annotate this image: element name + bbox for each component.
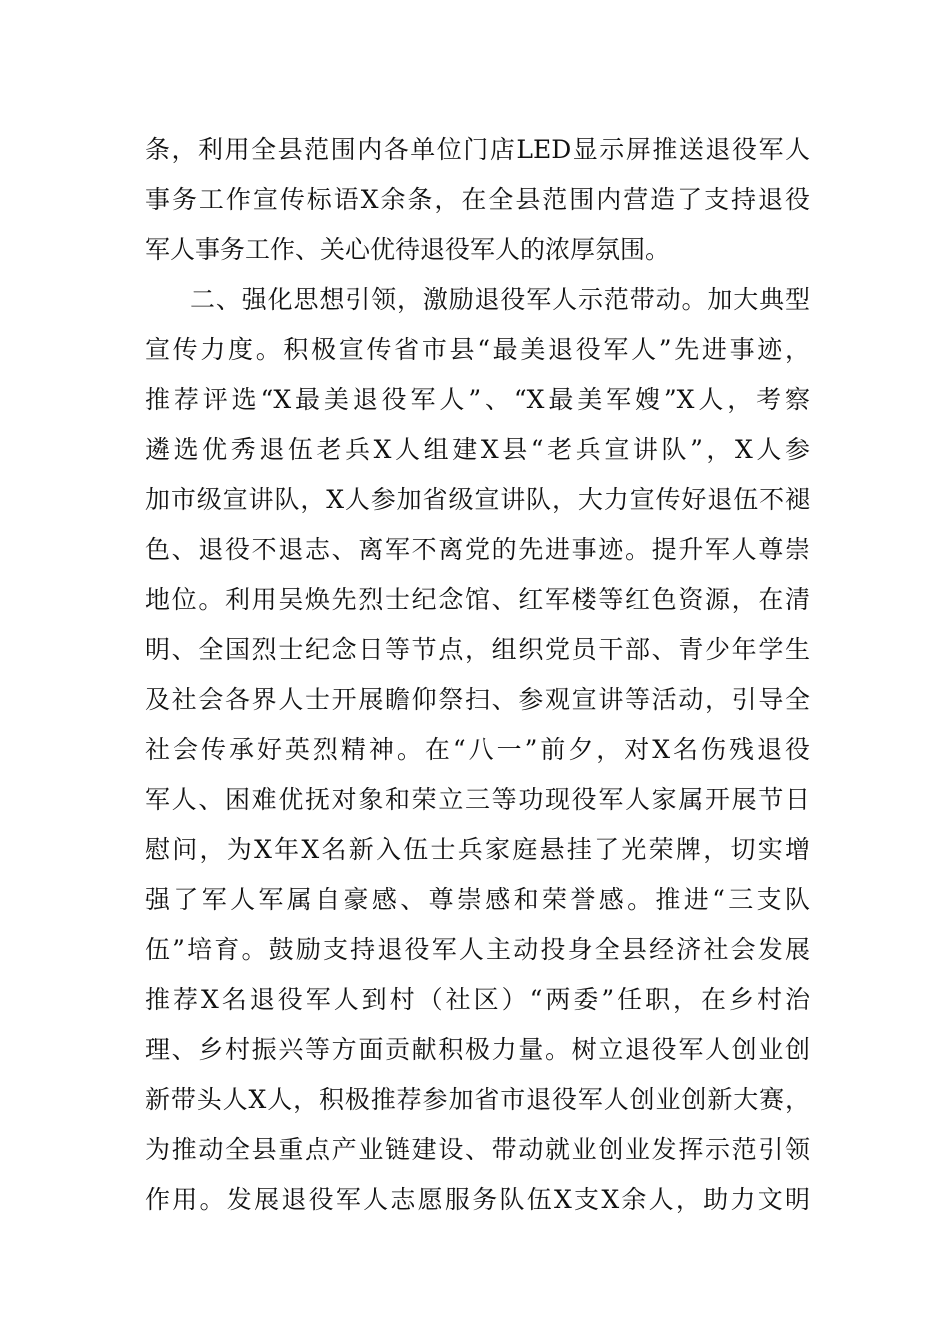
text-line: 地位。利用吴焕先烈士纪念馆、红军楼等红色资源，在清 — [145, 585, 810, 614]
text-line: 明、全国烈士纪念日等节点，组织党员干部、青少年学生 — [145, 635, 810, 664]
text-line: 军人事务工作、关心优待退役军人的浓厚氛围。 — [145, 235, 671, 264]
text-line: 慰问，为X年X名新入伍士兵家庭悬挂了光荣牌，切实增 — [145, 835, 810, 864]
text-line: 条，利用全县范围内各单位门店LED显示屏推送退役军人 — [145, 135, 810, 164]
text-line: 及社会各界人士开展瞻仰祭扫、参观宣讲等活动，引导全 — [145, 685, 810, 714]
text-line: 社会传承好英烈精神。在“八一”前夕，对X名伤残退役 — [145, 735, 810, 764]
text-line: 事务工作宣传标语X余条，在全县范围内营造了支持退役 — [145, 185, 810, 214]
text-line: 加市级宣讲队，X人参加省级宣讲队，大力宣传好退伍不褪 — [145, 485, 810, 514]
text-line: 理、乡村振兴等方面贡献积极力量。树立退役军人创业创 — [145, 1035, 810, 1064]
text-line: 色、退役不退志、离军不离党的先进事迹。提升军人尊崇 — [145, 535, 810, 564]
text-line: 宣传力度。积极宣传省市县“最美退役军人”先进事迹， — [145, 335, 810, 364]
text-line: 为推动全县重点产业链建设、带动就业创业发挥示范引领 — [145, 1135, 810, 1164]
text-line: 推荐评选“X最美退役军人”、“X最美军嫂”X人，考察 — [145, 385, 810, 414]
section-heading-line: 二、强化思想引领，激励退役军人示范带动。加大典型 — [190, 285, 810, 314]
text-line: 作用。发展退役军人志愿服务队伍X支X余人，助力文明 — [145, 1185, 810, 1214]
text-line: 伍”培育。鼓励支持退役军人主动投身全县经济社会发展 — [145, 935, 810, 964]
text-line: 强了军人军属自豪感、尊崇感和荣誉感。推进“三支队 — [145, 885, 810, 914]
text-line: 推荐X名退役军人到村（社区）“两委”任职，在乡村治 — [145, 985, 810, 1014]
text-line: 军人、困难优抚对象和荣立三等功现役军人家属开展节日 — [145, 785, 810, 814]
text-line: 新带头人X人，积极推荐参加省市退役军人创业创新大赛， — [145, 1085, 810, 1114]
text-line: 遴选优秀退伍老兵X人组建X县“老兵宣讲队”，X人参 — [145, 435, 810, 464]
